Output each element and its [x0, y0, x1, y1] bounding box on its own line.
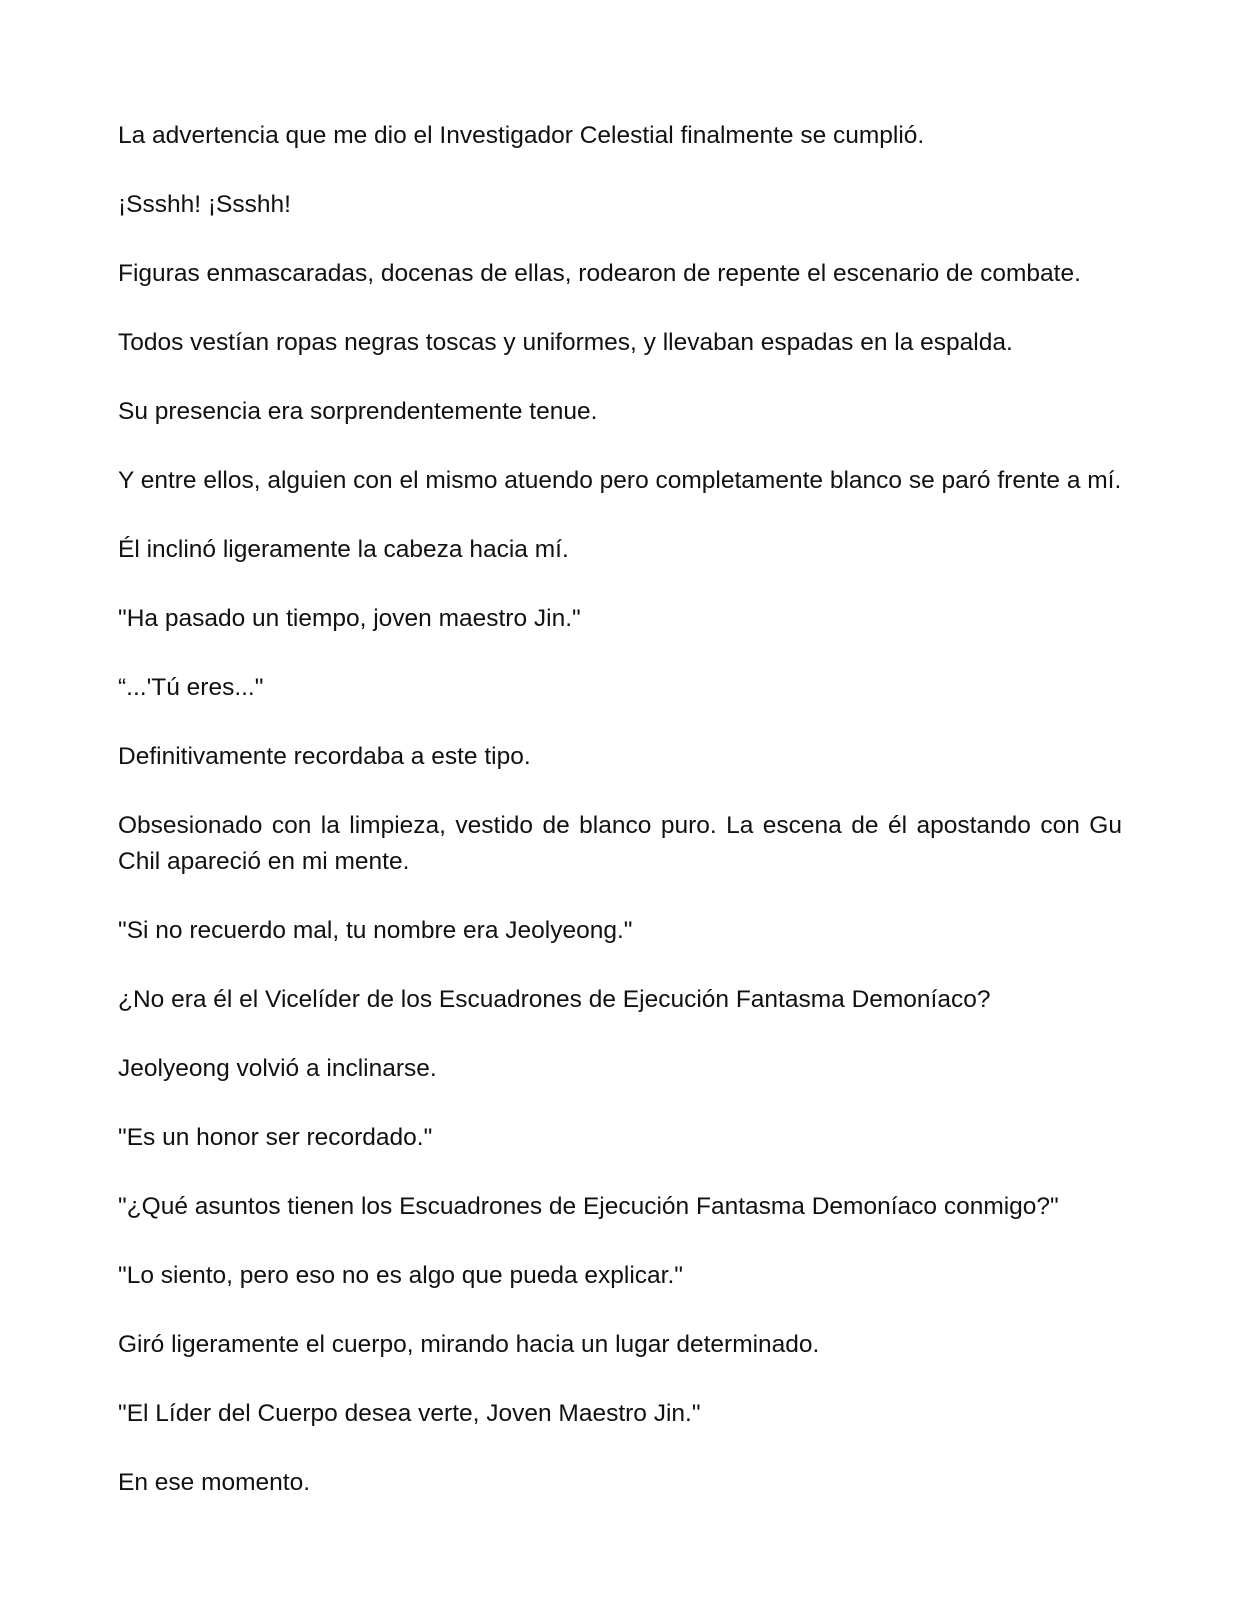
paragraph: La advertencia que me dio el Investigador Celestial finalmente se cumplió.	[118, 122, 925, 149]
paragraph: “...'Tú eres..."	[118, 674, 264, 701]
text-body	[118, 118, 1122, 1501]
paragraph: Giró ligeramente el cuerpo, mirando hacia un lugar determinado.	[118, 1331, 820, 1358]
paragraph: En ese momento.	[118, 1469, 311, 1496]
paragraph: "Es un honor ser recordado."	[118, 1124, 433, 1151]
paragraph: "Ha pasado un tiempo, joven maestro Jin."	[118, 605, 581, 632]
paragraph: "¿Qué asuntos tienen los Escuadrones de Ejecución Fantasma Demoníaco conmigo?"	[118, 1193, 1059, 1220]
paragraph: Y entre ellos, alguien con el mismo atuendo pero completamente blanco se paró frente a mí.	[118, 467, 1122, 494]
paragraph: ¡Ssshh! ¡Ssshh!	[118, 191, 291, 218]
paragraph: Definitivamente recordaba a este tipo.	[118, 743, 531, 770]
paragraph: "El Líder del Cuerpo desea verte, Joven Maestro Jin."	[118, 1400, 701, 1427]
paragraph: "Si no recuerdo mal, tu nombre era Jeolyeong."	[118, 917, 633, 944]
paragraph: "Lo siento, pero eso no es algo que pueda explicar."	[118, 1262, 683, 1289]
paragraph: Él inclinó ligeramente la cabeza hacia mí.	[118, 536, 569, 563]
paragraph: Todos vestían ropas negras toscas y uniformes, y llevaban espadas en la espalda.	[118, 329, 1013, 356]
paragraph: ¿No era él el Vicelíder de los Escuadrones de Ejecución Fantasma Demoníaco?	[118, 986, 991, 1013]
paragraph: Jeolyeong volvió a inclinarse.	[118, 1055, 437, 1082]
paragraph: Obsesionado con la limpieza, vestido de blanco puro. La escena de él apostando con Gu Chil apareció en mi mente.	[118, 812, 1122, 875]
paragraph: Su presencia era sorprendentemente tenue.	[118, 398, 598, 425]
paragraph: Figuras enmascaradas, docenas de ellas, rodearon de repente el escenario de combate.	[118, 260, 1081, 287]
